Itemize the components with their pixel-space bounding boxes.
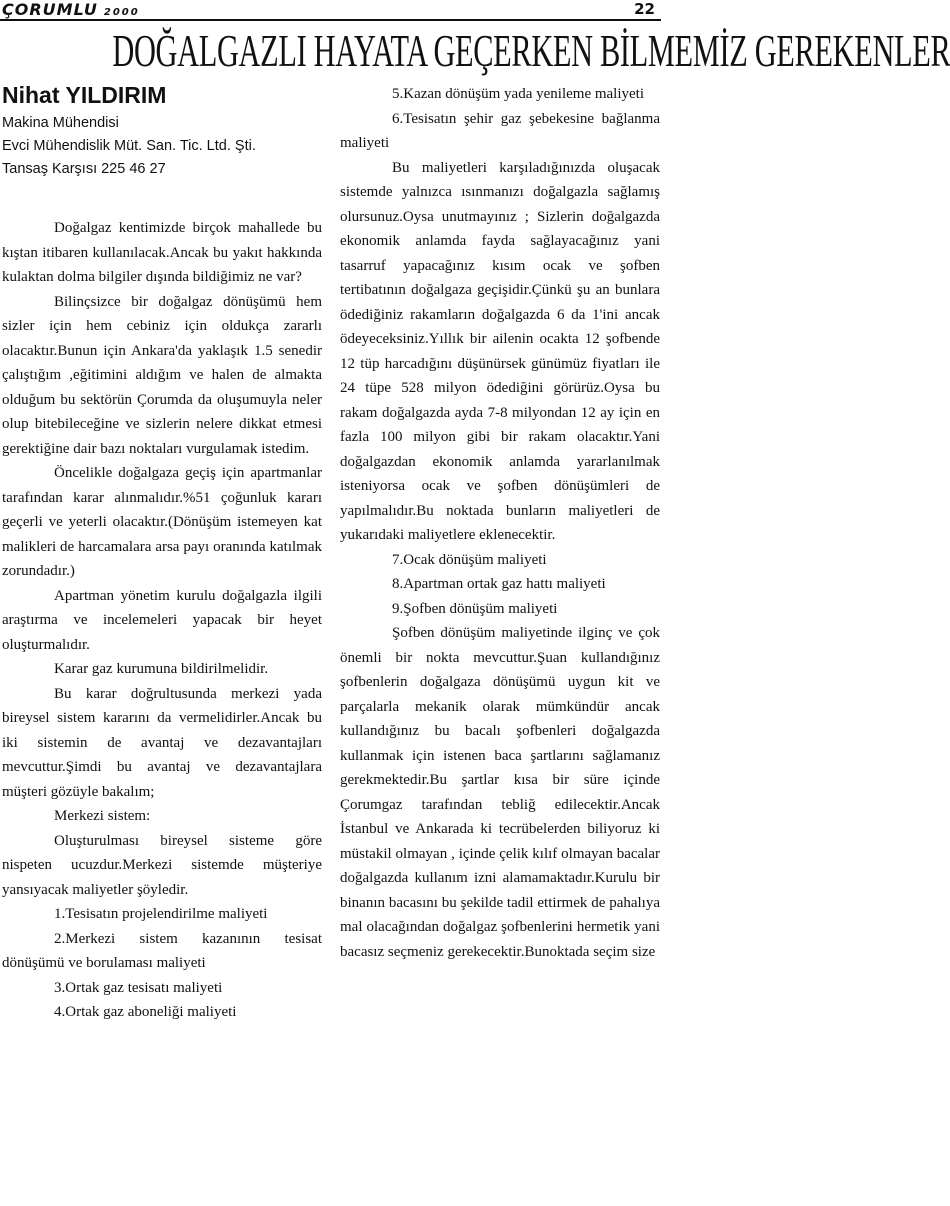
spacer bbox=[2, 181, 322, 216]
author-title: Makina Mühendisi bbox=[2, 115, 119, 131]
paragraph: Bilinçsizce bir doğalgaz dönüşümü hem sizler için hem cebiniz için oldukça zararlı olacaktır.Bunun için Ankara'da yaklaşık 1.5 senedir çalıştığım ,eğitimini aldığım ve halen de almakta olduğum bu sektörün Çorumda da oluşumuyla neler olup bitebileceğine ve sizlerin nelere dikkat etmesi gerektiğine dair bazı noktaları vurgulamak istedim. bbox=[2, 293, 322, 457]
paragraph: Oluşturulması bireysel sisteme göre nispeten ucuzdur.Merkezi sistemde müşteriye yansıyacak maliyetler şöyledir. bbox=[2, 832, 322, 898]
paragraph: Apartman yönetim kurulu doğalgazla ilgili araştırma ve incelemeleri yapacak bir heyet oluşturmalıdır. bbox=[2, 587, 322, 653]
header-rule bbox=[0, 19, 661, 21]
right-column bbox=[340, 82, 660, 964]
magazine-brand bbox=[2, 0, 140, 19]
cost-item: 1.Tesisatın projelendirilme maliyeti bbox=[54, 906, 268, 922]
page-number: 22 bbox=[634, 0, 655, 18]
cost-item: 6.Tesisatın şehir gaz şebekesine bağlanma maliyeti bbox=[340, 110, 660, 151]
paragraph: Öncelikle doğalgaza geçiş için apartmanlar tarafından karar alınmalıdır.%51 çoğunluk kararı geçerli ve yeterli olacaktır.(Dönüşüm istemeyen kat malikleri de harcamalara arsa payı oranında katılmak zorundadır.) bbox=[2, 465, 322, 579]
paragraph: Şofben dönüşüm maliyetinde ilginç ve çok önemli bir nokta mevcuttur.Şuan kullandığınız şofbenlerin doğalgaza dönüşümü uygun kit ve parçalarla mekanik olarak mümkündür ancak kullandığınız bu bacalı şofbenleri doğalgazda kullanmak için istenen baca şartlarını sağlamanız gerekmektedir.Bu şartlar kısa bir süre içinde Çorumgaz tarafından tebliğ edilecektir.Ancak İstanbul ve Ankarada ki tecrübelerden biliyoruz ki müstakil olmayan , içinde çelik kılıf olmayan bacalar doğalgazda kullanım izni alamamaktadır.Kurulu bir binanın bacasını bu şekilde tadil ettirmek de pahalıya mal olacağından doğalgaz şofbenlerini hermetik yani bacasız seçmeniz gerekecektir.Bunoktada seçim size bbox=[340, 625, 660, 960]
author-address: Tansaş Karşısı 225 46 27 bbox=[2, 161, 166, 177]
brand-year: 2000 bbox=[103, 7, 140, 18]
author-company: Evci Mühendislik Müt. San. Tic. Ltd. Şti. bbox=[2, 138, 256, 154]
cost-item: 2.Merkezi sistem kazanının tesisat dönüşümü ve borulaması maliyeti bbox=[2, 930, 322, 971]
cost-item: 7.Ocak dönüşüm maliyeti bbox=[392, 551, 547, 568]
subheading: Merkezi sistem: bbox=[54, 808, 151, 824]
page-header bbox=[0, 0, 661, 22]
paragraph: Bu maliyetleri karşıladığınızda oluşacak sistemde yalnızca ısınmanızı doğalgazla sağlamış olursunuz.Oysa unutmayınız ; Sizlerin doğalgazda ekonomik anlamda fayda sağlayacağınız yani tasarruf yapacağınız kısım ocak ve şofben tertibatının doğalgaza geçişidir.Çünkü şu an bunlara ödediğiniz rakamların doğalgazda 6 da 1'ini ancak ödeyeceksiniz.Yıllık bir ailenin ocakta 12 şofbende 12 tüp harcadığını düşünürsek günümüz fiyatları ile 24 tüpe 528 milyon ödediğini görürüz.Oysa bu rakam doğalgazda ayda 7-8 milyondan 12 ay için en fazla 100 milyon gibi bir rakam olacaktır.Yani doğalgazdan ekonomik anlamda yararlanılmak isteniyorsa ocak ve şofben dönüşümleri de yapılmalıdır.Bu noktada bunların maliyetleri de yukarıdaki maliyetlere eklenecektir. bbox=[340, 159, 660, 543]
paragraph: Doğalgaz kentimizde birçok mahallede bu kıştan itibaren kullanılacak.Ancak bu yakıt hakkında kulaktan dolma bilgiler dışında bildiğimiz ne var? bbox=[2, 220, 322, 285]
cost-item: 3.Ortak gaz tesisatı maliyeti bbox=[54, 979, 223, 996]
brand-name: ÇORUMLU bbox=[2, 0, 98, 19]
left-column bbox=[2, 80, 322, 1025]
paragraph: Bu karar doğrultusunda merkezi yada bireysel sistem kararını da vermelidirler.Ancak bu iki sistemin de avantaj ve dezavantajları mevcuttur.Şimdi bu avantaj ve dezavantajlara müşteri gözüyle bakalım; bbox=[2, 685, 322, 800]
cost-item: 8.Apartman ortak gaz hattı maliyeti bbox=[392, 576, 606, 592]
cost-item: 9.Şofben dönüşüm maliyeti bbox=[392, 600, 558, 617]
paragraph: Karar gaz kurumuna bildirilmelidir. bbox=[54, 661, 269, 677]
cost-item: 4.Ortak gaz aboneliği maliyeti bbox=[54, 1004, 237, 1020]
article-headline: DOĞALGAZLI HAYATA GEÇERKEN BİLMEMİZ GEREKENLER bbox=[112, 25, 950, 76]
cost-item: 5.Kazan dönüşüm yada yenileme maliyeti bbox=[392, 86, 645, 102]
author-name: Nihat YILDIRIM bbox=[2, 82, 167, 108]
